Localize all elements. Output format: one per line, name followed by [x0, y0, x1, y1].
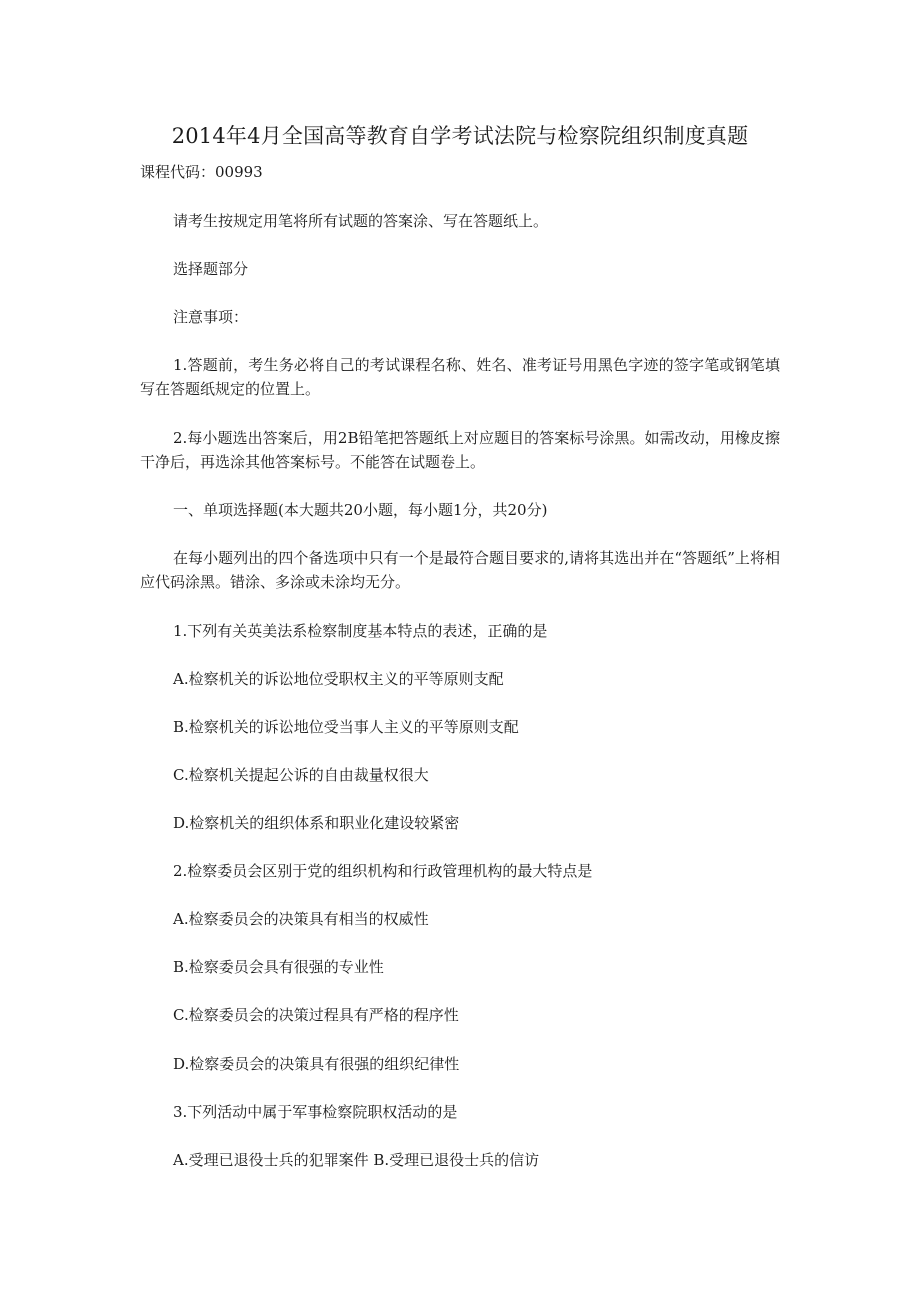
- section-label: 选择题部分: [173, 260, 249, 278]
- question-3-options-ab: A.受理已退役士兵的犯罪案件 B.受理已退役士兵的信访: [173, 1151, 540, 1169]
- question-2-option-d: D.检察委员会的决策具有很强的组织纪律性: [173, 1055, 460, 1073]
- question-2-option-a: A.检察委员会的决策具有相当的权威性: [173, 910, 429, 928]
- part1-heading: 一、单项选择题(本大题共20小题，每小题1分，共20分): [173, 501, 548, 519]
- note-1: 1.答题前，考生务必将自己的考试课程名称、姓名、准考证号用黑色字迹的签字笔或钢笔填写在答题纸规定的位置上。: [140, 356, 780, 398]
- question-1-option-a: A.检察机关的诉讼地位受职权主义的平等原则支配: [173, 670, 504, 688]
- exam-instruction: 请考生按规定用笔将所有试题的答案涂、写在答题纸上。: [173, 212, 549, 230]
- notes-heading: 注意事项：: [173, 308, 249, 326]
- question-2-stem: 2.检察委员会区别于党的组织机构和行政管理机构的最大特点是: [173, 862, 593, 880]
- question-1-stem: 1.下列有关英美法系检察制度基本特点的表述，正确的是: [173, 622, 548, 640]
- question-1-option-b: B.检察机关的诉讼地位受当事人主义的平等原则支配: [173, 718, 519, 736]
- note-2: 2.每小题选出答案后，用2B铅笔把答题纸上对应题目的答案标号涂黑。如需改动，用橡皮擦干净后，再选涂其他答案标号。不能答在试题卷上。: [140, 429, 780, 471]
- question-1-option-d: D.检察机关的组织体系和职业化建设较紧密: [173, 814, 460, 832]
- question-2-option-c: C.检察委员会的决策过程具有严格的程序性: [173, 1006, 459, 1024]
- question-3-stem: 3.下列活动中属于军事检察院职权活动的是: [173, 1103, 458, 1121]
- question-2-option-b: B.检察委员会具有很强的专业性: [173, 958, 384, 976]
- question-1-option-c: C.检察机关提起公诉的自由裁量权很大: [173, 766, 429, 784]
- part1-instruction: 在每小题列出的四个备选项中只有一个是最符合题目要求的,请将其选出并在“答题纸”上将相应代码涂黑。错涂、多涂或未涂均无分。: [140, 549, 780, 591]
- course-code: 课程代码：00993: [140, 163, 263, 181]
- page-title: 2014年4月全国高等教育自学考试法院与检察院组织制度真题: [171, 124, 749, 148]
